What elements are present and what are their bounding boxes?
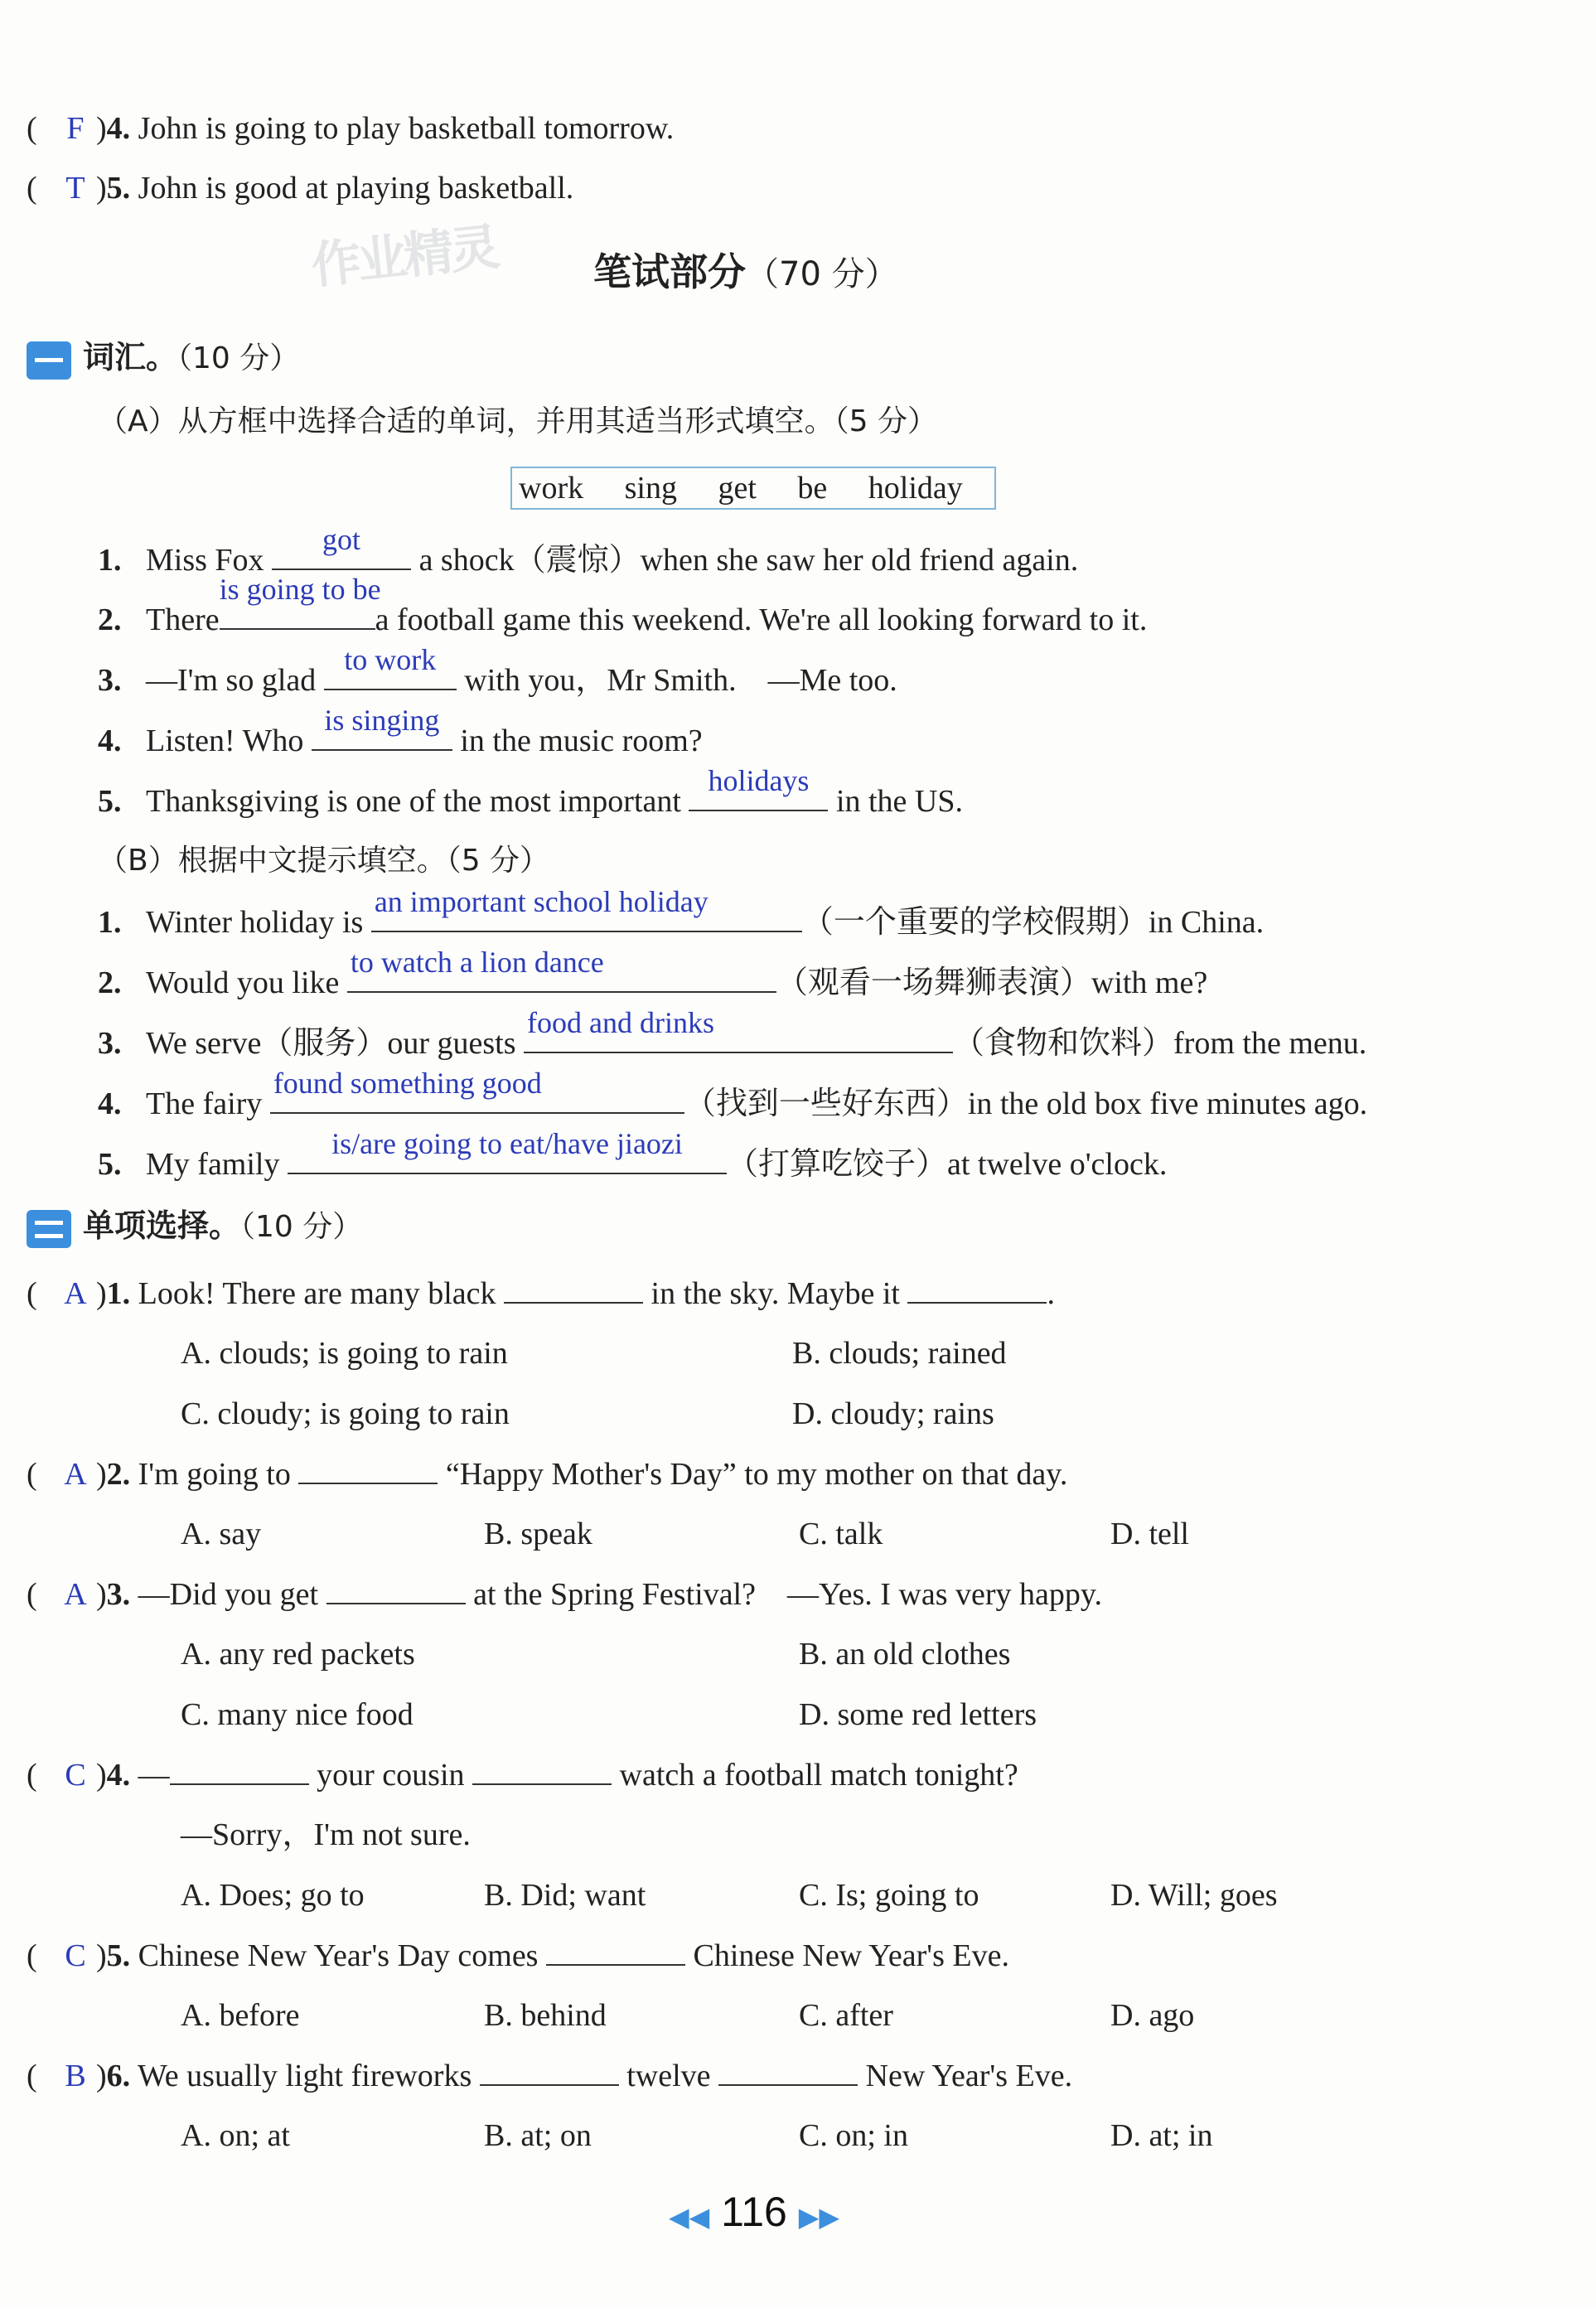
part-a-item-1: 1. Miss Fox got a shock（震惊）when she saw her old friend again. — [98, 523, 1079, 578]
page-number: ◀◀ 116 ▶▶ — [669, 2189, 839, 2235]
answer-blank: is going to be — [220, 598, 375, 630]
option-b: B. at; on — [484, 2118, 592, 2153]
answer-blank: got — [272, 539, 411, 570]
choice-question-4: ( C )4. — your cousin watch a football match tonight? — [27, 1754, 1018, 1796]
watermark: 作业精灵 — [308, 218, 500, 296]
option-b: B. an old clothes — [799, 1637, 1011, 1672]
option-c: C. talk — [799, 1517, 883, 1551]
answer-letter: F — [66, 111, 85, 146]
part-b-item-4: 4. The fairy found something good （找到一些好东西）in the old box five minutes ago. — [98, 1067, 1368, 1121]
section-2-heading: 单项选择。（10 分） — [27, 1205, 362, 1248]
part-b-instruction: （B）根据中文提示填空。（5 分） — [98, 844, 550, 878]
option-b: B. Did; want — [484, 1878, 646, 1913]
part-a-item-4: 4. Listen! Who is singing in the music room? — [98, 704, 703, 758]
prev-arrows-icon: ◀◀ — [669, 2202, 710, 2232]
answer-blank: to watch a lion dance — [347, 961, 776, 993]
section-badge-icon — [27, 1210, 71, 1248]
part-b-item-1: 1. Winter holiday is an important school holiday （一个重要的学校假期）in China. — [98, 885, 1265, 940]
part-b-item-2: 2. Would you like to watch a lion dance （观看一场舞狮表演）with me? — [98, 946, 1208, 1000]
option-d: D. Will; goes — [1110, 1878, 1278, 1913]
option-a: A. on; at — [181, 2118, 290, 2153]
choice-question-5: ( C )5. Chinese New Year's Day comes Chinese New Year's Eve. — [27, 1934, 1009, 1977]
option-c: C. after — [799, 1998, 893, 2033]
option-d: D. cloudy; rains — [792, 1396, 994, 1431]
choice-question-1: ( A )1. Look! There are many black in the sky. Maybe it . — [27, 1272, 1055, 1314]
option-b: B. behind — [484, 1998, 607, 2033]
answer-blank: food and drinks — [524, 1022, 953, 1053]
option-c: C. Is; going to — [799, 1878, 979, 1913]
answer-blank: found something good — [270, 1082, 684, 1114]
answer-blank: holidays — [689, 780, 828, 811]
answer-blank: an important school holiday — [371, 901, 802, 932]
answer-letter: T — [65, 171, 85, 206]
section-1-heading: 词汇。（10 分） — [27, 336, 299, 380]
option-d: D. at; in — [1110, 2118, 1213, 2153]
option-a: A. before — [181, 1998, 300, 2033]
option-d: D. tell — [1110, 1517, 1189, 1551]
option-a: A. Does; go to — [181, 1878, 365, 1913]
option-a: A. clouds; is going to rain — [181, 1336, 508, 1371]
part-b-item-5: 5. My family is/are going to eat/have jiaozi （打算吃饺子）at twelve o'clock. — [98, 1127, 1168, 1182]
option-c: C. many nice food — [181, 1697, 414, 1732]
option-c: C. cloudy; is going to rain — [181, 1396, 510, 1431]
word-box: work sing get be holiday — [510, 467, 996, 510]
option-b: B. speak — [484, 1517, 592, 1551]
choice-question-3: ( A )3. —Did you get at the Spring Festival? —Yes. I was very happy. — [27, 1573, 1102, 1615]
choice-question-2: ( A )2. I'm going to “Happy Mother's Day” to my mother on that day. — [27, 1453, 1067, 1495]
part-a-item-2: 2. There is going to be a football game this weekend. We're all looking forward to it. — [98, 573, 1148, 637]
part-b-item-3: 3. We serve（服务）our guests food and drinks （食物和饮料）from the menu. — [98, 1006, 1367, 1061]
written-section-title: 笔试部分（70 分） — [593, 249, 898, 294]
option-d: D. some red letters — [799, 1697, 1037, 1732]
answer-blank: is/are going to eat/have jiaozi — [288, 1143, 727, 1174]
option-a: A. say — [181, 1517, 262, 1551]
choice-question-6: ( B )6. We usually light fireworks twelve New Year's Eve. — [27, 2054, 1072, 2097]
listening-item-4: ( F )4. John is going to play basketball tomorrow. — [27, 108, 674, 149]
section-badge-icon — [27, 341, 71, 380]
option-a: A. any red packets — [181, 1637, 415, 1672]
next-arrows-icon: ▶▶ — [798, 2202, 839, 2232]
part-a-instruction: （A）从方框中选择合适的单词，并用其适当形式填空。（5 分） — [98, 404, 937, 438]
part-a-item-5: 5. Thanksgiving is one of the most important holidays in the US. — [98, 764, 963, 819]
option-c: C. on; in — [799, 2118, 908, 2153]
answer-blank: to work — [324, 659, 457, 690]
option-d: D. ago — [1110, 1998, 1195, 2033]
option-b: B. clouds; rained — [792, 1336, 1007, 1371]
listening-item-5: ( T )5. John is good at playing basketball. — [27, 167, 573, 209]
choice-question-4-reply: —Sorry，I'm not sure. — [181, 1817, 471, 1852]
part-a-item-3: 3. —I'm so glad to work with you，Mr Smith. —Me too. — [98, 643, 897, 698]
answer-blank: is singing — [312, 719, 452, 751]
